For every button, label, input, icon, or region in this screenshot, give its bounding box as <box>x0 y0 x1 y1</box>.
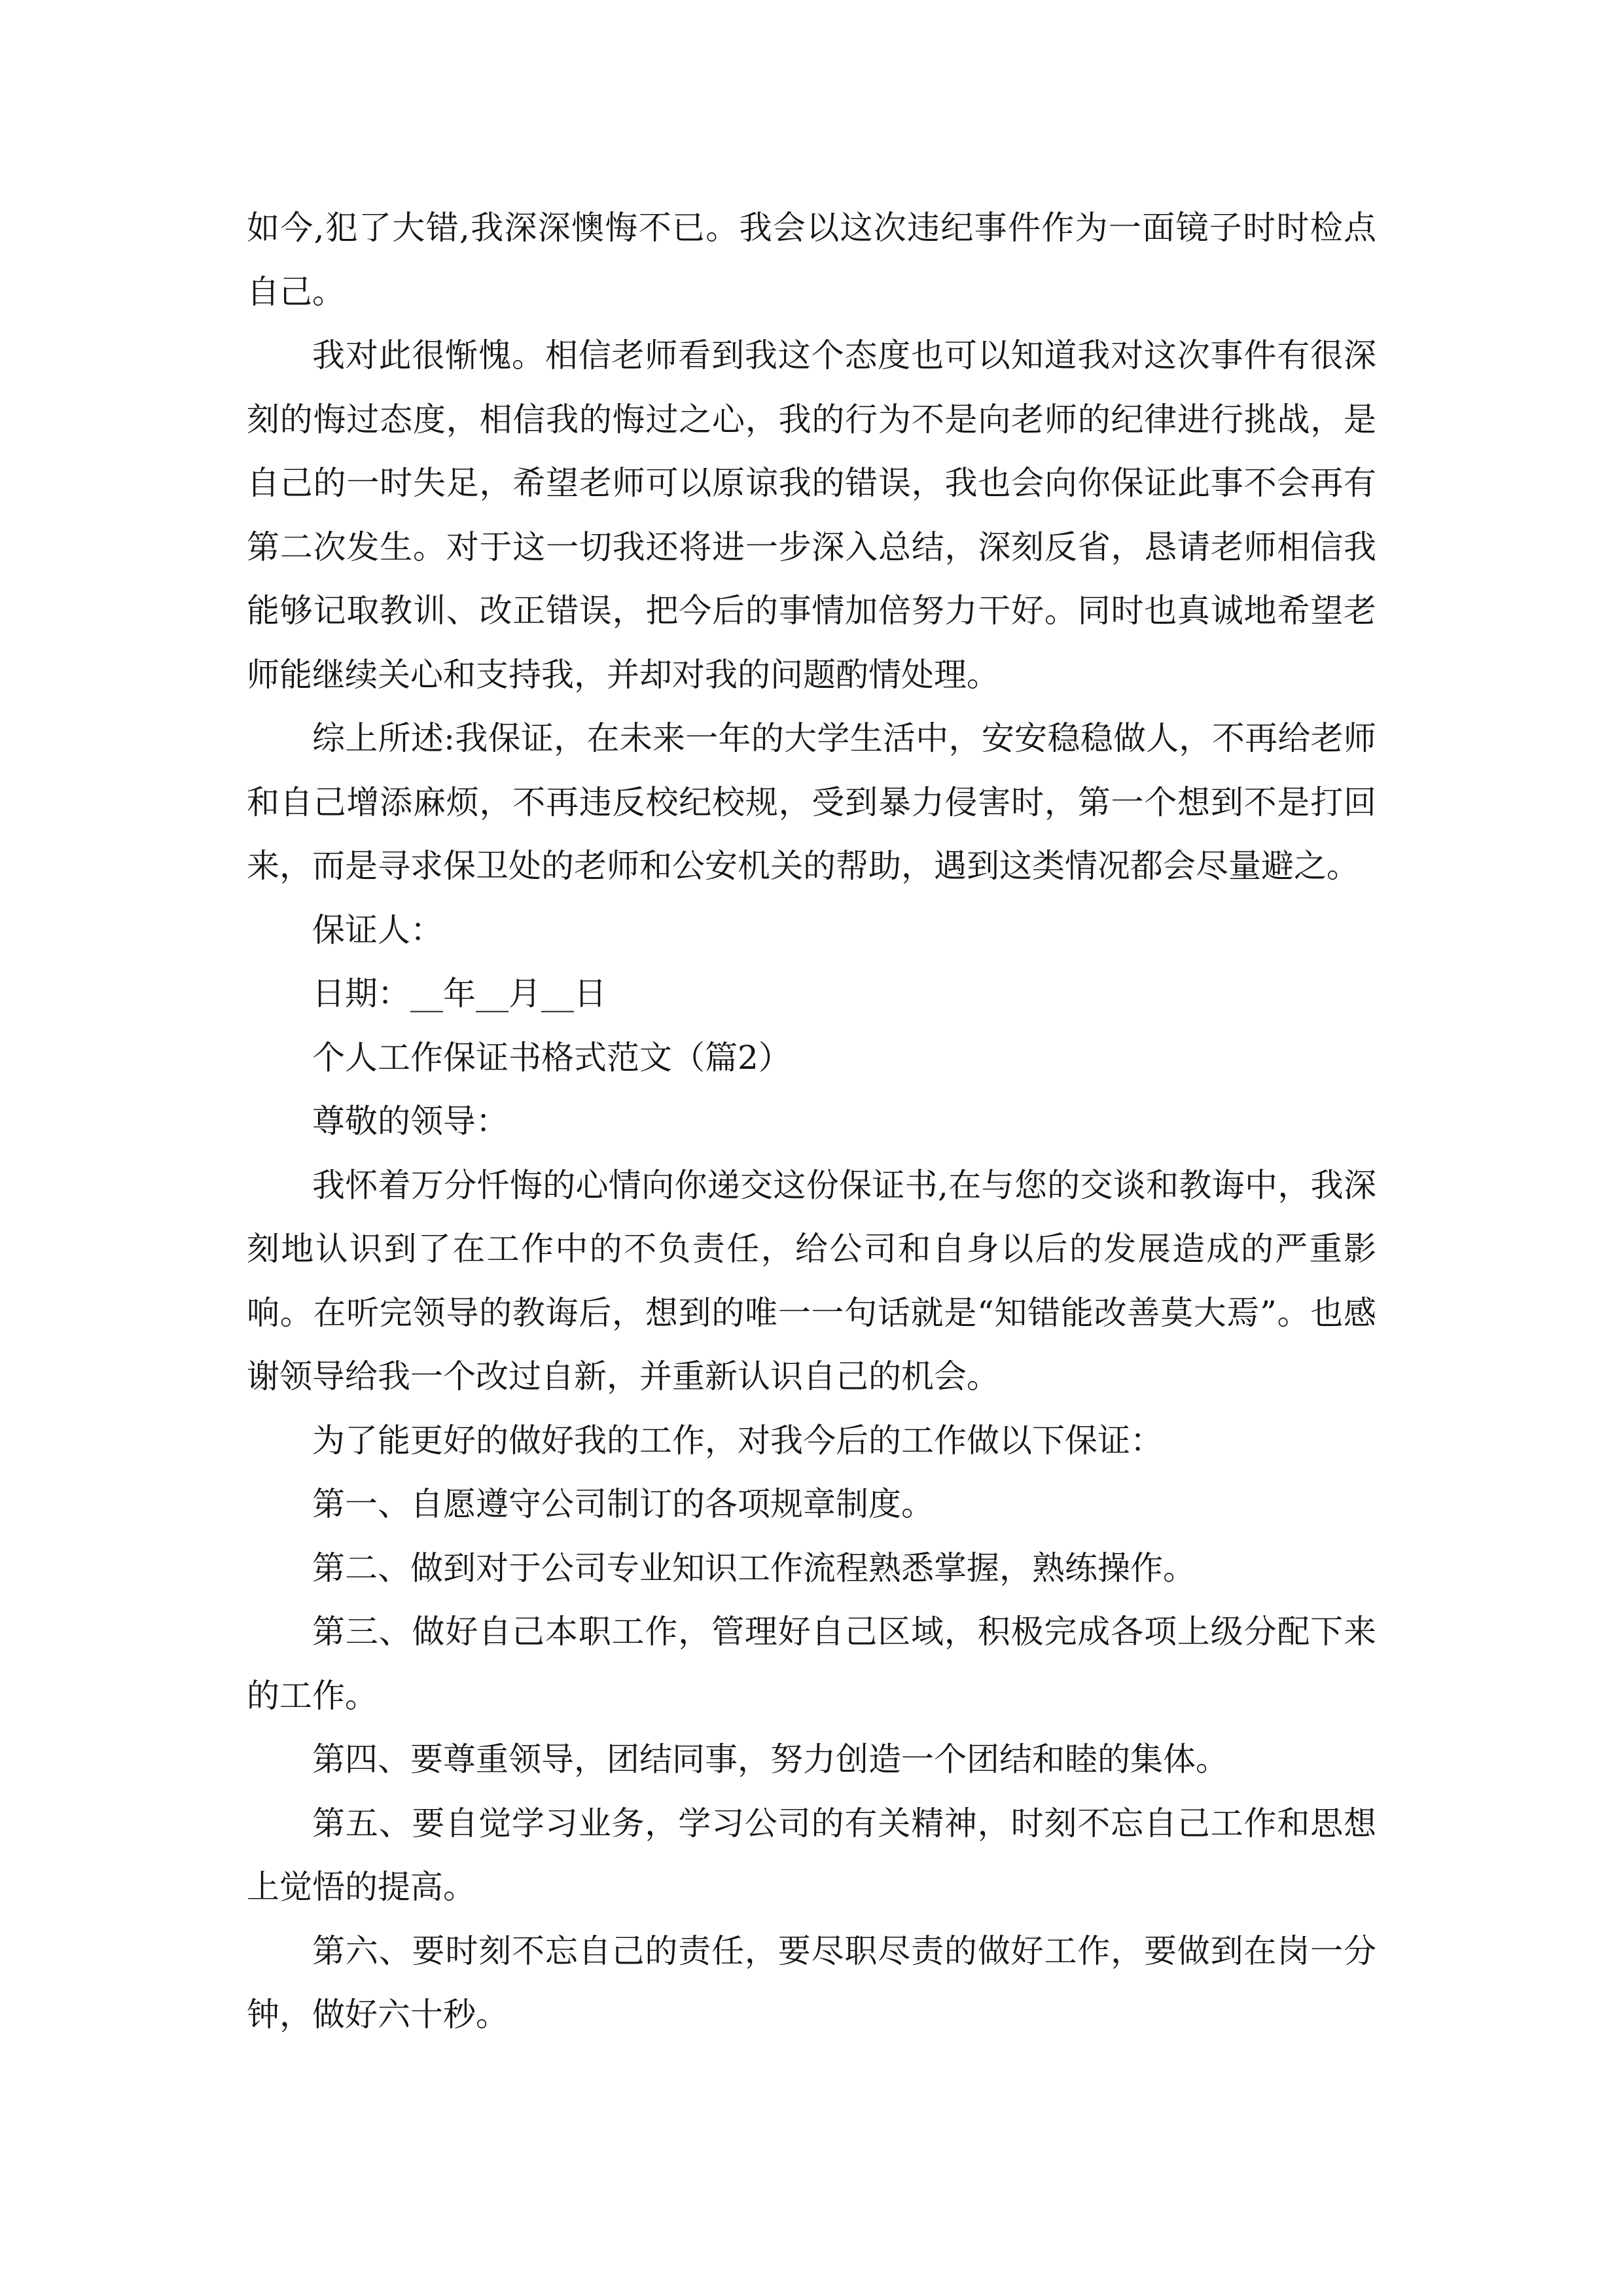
pledge-item-6: 第六、要时刻不忘自己的责任，要尽职尽责的做好工作，要做到在岗一分钟，做好六十秒。 <box>247 1931 1376 2034</box>
date-line: 日期：__年__月__日 <box>312 975 607 1013</box>
document-body <box>247 196 1376 2047</box>
pledge-item-5: 第五、要自觉学习业务，学习公司的有关精神，时刻不忘自己工作和思想上觉悟的提高。 <box>247 1804 1376 1906</box>
paragraph-pledge-intro: 为了能更好的做好我的工作，对我今后的工作做以下保证： <box>312 1421 1163 1460</box>
pledge-item-1: 第一、自愿遵守公司制订的各项规章制度。 <box>312 1485 934 1523</box>
salutation: 尊敬的领导： <box>312 1102 508 1140</box>
section-title: 个人工作保证书格式范文（篇2） <box>312 1038 791 1077</box>
paragraph-apology: 我对此很惭愧。相信老师看到我这个态度也可以知道我对这次事件有很深刻的悔过态度，相信我的悔过之心，我的行为不是向老师的纪律进行挑战，是自己的一时失足，希望老师可以原谅我的错误，我也会向你保证此事不会再有第二次发生。对于这一切我还将进一步深入总结，深刻反省，恳请老师相信我能够记取教训、改正错误，把今后的事情加倍努力干好。同时也真诚地希望老师能继续关心和支持我，并却对我的问题酌情处理。 <box>247 336 1376 694</box>
pledge-item-3: 第三、做好自己本职工作，管理好自己区域，积极完成各项上级分配下来的工作。 <box>247 1613 1376 1715</box>
paragraph-continuation: 如今,犯了大错,我深深懊悔不已。我会以这次违纪事件作为一面镜子时时检点自己。 <box>247 209 1376 311</box>
paragraph-intro: 我怀着万分忏悔的心情向你递交这份保证书,在与您的交谈和教诲中，我深刻地认识到了在工作中的不负责任，给公司和自身以后的发展造成的严重影响。在听完领导的教诲后，想到的唯一一句话就是“知错能改善莫大焉”。也感谢领导给我一个改过自新，并重新认识自己的机会。 <box>247 1166 1376 1395</box>
pledge-item-2: 第二、做到对于公司专业知识工作流程熟悉掌握，熟练操作。 <box>312 1549 1196 1587</box>
guarantor-line: 保证人： <box>312 910 443 949</box>
pledge-item-4: 第四、要尊重领导，团结同事，努力创造一个团结和睦的集体。 <box>312 1740 1228 1778</box>
paragraph-summary: 综上所述:我保证，在未来一年的大学生活中，安安稳稳做人，不再给老师和自己增添麻烦，不再违反校纪校规，受到暴力侵害时，第一个想到不是打回来，而是寻求保卫处的老师和公安机关的帮助，遇到这类情况都会尽量避之。 <box>247 719 1376 885</box>
